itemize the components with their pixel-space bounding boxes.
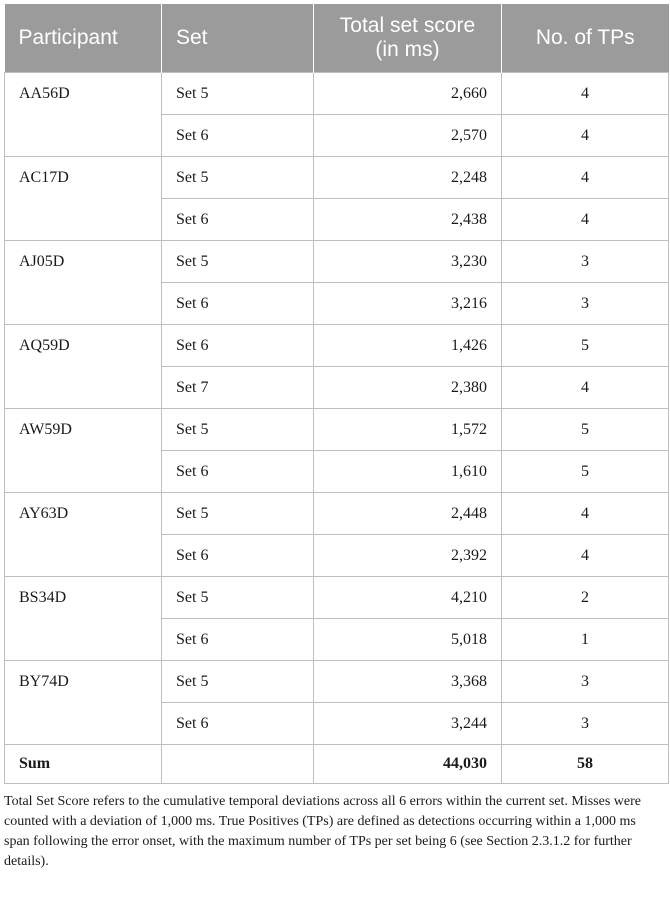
tps-cell: 4 <box>502 493 669 535</box>
set-cell: Set 5 <box>162 157 314 199</box>
header-no-of-tps: No. of TPs <box>502 4 669 73</box>
table-row <box>5 241 669 283</box>
score-cell: 4,210 <box>314 577 502 619</box>
set-cell: Set 6 <box>162 325 314 367</box>
sum-tps: 58 <box>502 745 669 784</box>
score-cell: 1,426 <box>314 325 502 367</box>
score-cell: 2,660 <box>314 73 502 115</box>
participant-cell: AW59D <box>5 409 162 493</box>
tps-cell: 3 <box>502 703 669 745</box>
results-table <box>4 4 669 784</box>
score-cell: 5,018 <box>314 619 502 661</box>
tps-cell: 5 <box>502 325 669 367</box>
set-cell: Set 5 <box>162 493 314 535</box>
tps-cell: 4 <box>502 73 669 115</box>
score-cell: 2,392 <box>314 535 502 577</box>
table-row <box>5 493 669 535</box>
tps-cell: 5 <box>502 409 669 451</box>
tps-cell: 4 <box>502 199 669 241</box>
tps-cell: 4 <box>502 367 669 409</box>
set-cell: Set 6 <box>162 199 314 241</box>
set-cell: Set 6 <box>162 283 314 325</box>
score-cell: 2,380 <box>314 367 502 409</box>
header-set: Set <box>162 4 314 73</box>
score-cell: 3,368 <box>314 661 502 703</box>
tps-cell: 3 <box>502 283 669 325</box>
tps-cell: 2 <box>502 577 669 619</box>
tps-cell: 4 <box>502 157 669 199</box>
set-cell: Set 6 <box>162 115 314 157</box>
table-row <box>5 325 669 367</box>
tps-cell: 4 <box>502 115 669 157</box>
participant-cell: AQ59D <box>5 325 162 409</box>
table-row <box>5 157 669 199</box>
set-cell: Set 5 <box>162 73 314 115</box>
tps-cell: 5 <box>502 451 669 493</box>
set-cell: Set 5 <box>162 577 314 619</box>
set-cell: Set 5 <box>162 409 314 451</box>
set-cell: Set 5 <box>162 241 314 283</box>
table-row <box>5 73 669 115</box>
table-row <box>5 577 669 619</box>
header-participant: Participant <box>5 4 162 73</box>
set-cell: Set 7 <box>162 367 314 409</box>
participant-cell: BS34D <box>5 577 162 661</box>
header-row <box>5 4 669 73</box>
set-cell: Set 6 <box>162 535 314 577</box>
tps-cell: 1 <box>502 619 669 661</box>
set-cell: Set 6 <box>162 703 314 745</box>
table-row <box>5 661 669 703</box>
score-cell: 2,570 <box>314 115 502 157</box>
set-cell: Set 6 <box>162 619 314 661</box>
sum-row <box>5 745 669 784</box>
table-footnote: Total Set Score refers to the cumulative temporal deviations across all 6 errors within the current set. Misses were counted with a deviation of 1,000 ms. True Positives (TPs) are defined as detections occurring within a 1,000 ms span following the error onset, with the maximum number of TPs per set being 6 (see Section 2.3.1.2 for further details). <box>4 794 641 869</box>
score-cell: 2,248 <box>314 157 502 199</box>
tps-cell: 3 <box>502 241 669 283</box>
score-cell: 3,244 <box>314 703 502 745</box>
participant-cell: AY63D <box>5 493 162 577</box>
sum-set <box>162 745 314 784</box>
sum-score: 44,030 <box>314 745 502 784</box>
tps-cell: 4 <box>502 535 669 577</box>
tps-cell: 3 <box>502 661 669 703</box>
score-cell: 2,448 <box>314 493 502 535</box>
score-cell: 2,438 <box>314 199 502 241</box>
table-body <box>5 73 669 784</box>
participant-cell: AC17D <box>5 157 162 241</box>
participant-cell: BY74D <box>5 661 162 745</box>
participant-cell: AA56D <box>5 73 162 157</box>
participant-cell: AJ05D <box>5 241 162 325</box>
header-total-set-score: Total set score (in ms) <box>314 4 502 73</box>
set-cell: Set 5 <box>162 661 314 703</box>
score-cell: 3,216 <box>314 283 502 325</box>
table-row <box>5 409 669 451</box>
score-cell: 1,572 <box>314 409 502 451</box>
score-cell: 1,610 <box>314 451 502 493</box>
score-cell: 3,230 <box>314 241 502 283</box>
set-cell: Set 6 <box>162 451 314 493</box>
sum-label: Sum <box>5 745 162 784</box>
